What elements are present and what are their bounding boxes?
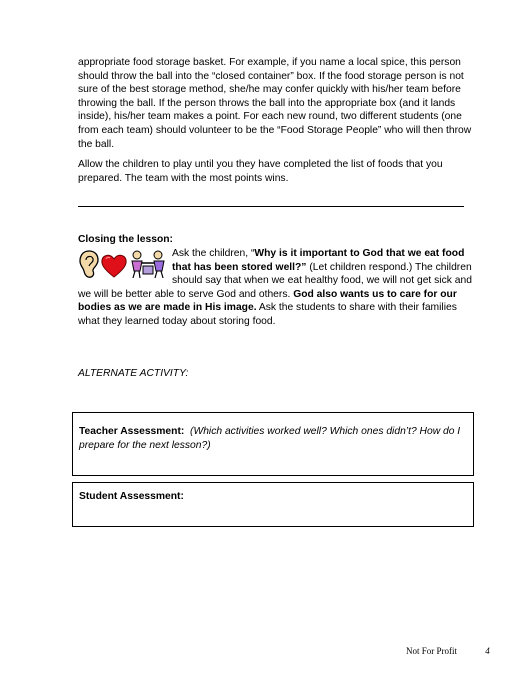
footer-text: Not For Profit xyxy=(406,646,458,656)
teacher-assessment-box[interactable] xyxy=(72,412,474,476)
section-heading: Closing the lesson: xyxy=(78,234,173,245)
closing-text-intro: Ask the children, “ xyxy=(172,248,255,259)
closing-statement: God also wants us to care for our bodies as we are made in His image. xyxy=(78,288,457,314)
heart-icon xyxy=(100,253,128,279)
body-paragraph: Allow the children to play until you they have completed the list of foods that you prepared. The team with the most points wins. xyxy=(78,159,443,184)
body-paragraph: appropriate food storage basket. For example, if you name a local spice, this person should throw the ball into the “closed container” box. If the food storage person is not sure of the best storage method, she/he may confer quickly with his/her team before throwing the ball. If the person throws the ball into the appropriate box (and it lands inside), his/her team makes a point. For each new round, two different students (one from each team) should volunteer to be the “Food Storage People” who will then throw the ball. xyxy=(78,57,472,150)
page-number: 4 xyxy=(485,646,490,656)
closing-paragraph xyxy=(78,247,478,329)
horizontal-divider xyxy=(78,206,464,207)
teacher-assessment-label: Teacher Assessment: xyxy=(79,426,185,437)
alternate-activity-label: ALTERNATE ACTIVITY: xyxy=(78,368,189,379)
student-assessment-box[interactable] xyxy=(72,482,474,527)
student-assessment-label: Student Assessment: xyxy=(79,491,184,502)
teacher-assessment-prompt: (Which activities worked well? Which ones didn’t? How do I prepare for the next lesson?) xyxy=(79,426,461,451)
closing-question: Why is it important to God that we eat food that has been stored well?” xyxy=(172,248,465,273)
ear-icon xyxy=(78,249,100,279)
closing-text-mid: (Let children respond.) The children should say that when we eat healthy food, we will not get sick and we will be better able to serve God and others. xyxy=(78,261,472,300)
helping-hands-icon xyxy=(128,249,168,279)
closing-icons xyxy=(78,247,168,279)
closing-text-end: Ask the students to share with their families what they learned today about storing food. xyxy=(78,302,457,327)
page-footer xyxy=(406,646,490,656)
